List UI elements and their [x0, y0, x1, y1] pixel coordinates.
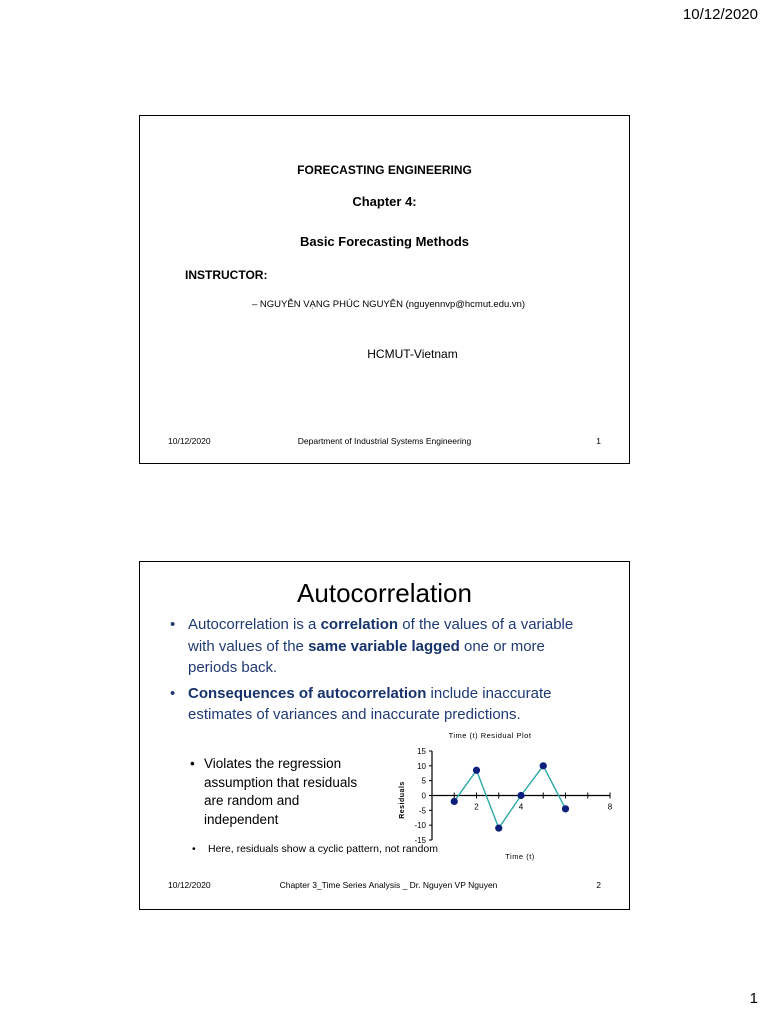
highlight-text: same variable lagged	[308, 637, 460, 655]
bullet-icon: •	[192, 843, 196, 855]
slide-title	[139, 115, 630, 464]
bullet-text: of the values of a variable with values of the	[188, 616, 574, 655]
y-tick-label: -10	[414, 821, 426, 831]
chapter-label: Chapter 4:	[352, 194, 417, 209]
bullet-text: Autocorrelation is a	[188, 616, 321, 633]
bullet-list	[170, 614, 590, 730]
course-title: FORECASTING ENGINEERING	[297, 163, 472, 177]
footer-chapter: Chapter 3_Time Series Analysis _ Dr. Nguyen VP Nguyen	[279, 880, 498, 890]
y-tick-label: 15	[417, 747, 426, 756]
page-number: 1	[749, 990, 758, 1007]
residual-plot	[388, 728, 618, 868]
highlight-text: Consequences of autocorrelation	[188, 684, 427, 702]
data-point	[495, 825, 502, 832]
footer-slide-number: 2	[596, 880, 601, 890]
y-tick-label: 5	[421, 776, 426, 786]
y-tick-label: 10	[417, 761, 426, 771]
x-tick-label: 8	[607, 802, 613, 812]
highlight-text: correlation	[320, 616, 399, 633]
y-tick-label: 0	[421, 791, 426, 801]
data-point	[562, 805, 569, 812]
footer-date: 10/12/2020	[168, 436, 211, 446]
data-point	[473, 767, 480, 774]
instructor-name: – NGUYỄN VẠNG PHÚC NGUYÊN (nguyennvp@hcmut.edu.vn)	[252, 299, 526, 310]
chapter-subtitle: Basic Forecasting Methods	[299, 234, 470, 249]
bullet-icon: •	[190, 756, 195, 771]
data-point	[451, 798, 458, 805]
footer-date: 10/12/2020	[168, 880, 211, 890]
footer-slide-number: 1	[596, 436, 601, 446]
location: HCMUT-Vietnam	[367, 347, 458, 361]
bullet-definition	[170, 614, 590, 679]
plot-area	[414, 747, 612, 845]
bullet-text: include inaccurate estimates of variances and inaccurate predictions.	[188, 684, 552, 723]
bullet-consequences	[170, 683, 590, 726]
x-axis-label: Time (t)	[505, 852, 535, 861]
x-tick-label: 4	[518, 802, 524, 812]
sub-bullet-text: Here, residuals show a cyclic pattern, not random	[208, 843, 438, 855]
y-tick-label: -15	[414, 836, 426, 845]
sub-bullet-text: Violates the regression assumption that residuals are random and independent	[204, 756, 358, 827]
y-axis-label: Residuals	[399, 781, 406, 819]
chart-title: Time (t) Residual Plot	[448, 731, 532, 740]
instructor-label: INSTRUCTOR:	[185, 268, 268, 282]
footer-department: Department of Industrial Systems Engineering	[297, 436, 472, 446]
x-tick-label: 2	[474, 802, 479, 812]
bullet-text: one or more periods back.	[188, 637, 545, 676]
data-point	[540, 762, 547, 769]
y-tick-label: -5	[418, 806, 426, 816]
slide-title: Autocorrelation	[297, 578, 472, 608]
page-date: 10/12/2020	[682, 6, 758, 23]
slide-autocorrelation	[139, 561, 630, 910]
data-point	[517, 792, 524, 799]
sub-bullet-violation	[188, 755, 368, 829]
series-line	[454, 766, 565, 828]
